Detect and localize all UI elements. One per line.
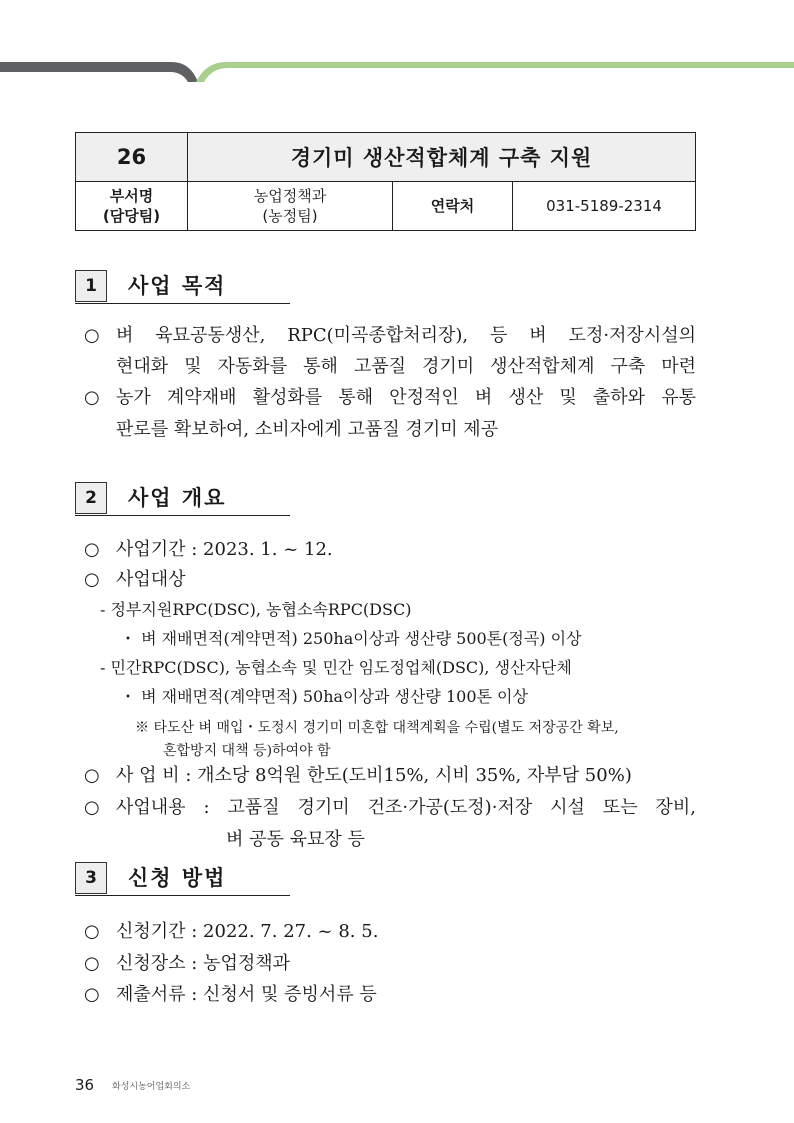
sub-item-line: - 정부지원RPC(DSC), 농협소속RPC(DSC) xyxy=(100,600,412,619)
contact-label: 연락처 xyxy=(393,182,513,231)
department-value xyxy=(188,182,393,231)
department-label-line1: 부서명 xyxy=(109,187,154,205)
bullet-circle: ○ xyxy=(84,953,100,974)
bullet-circle: ○ xyxy=(84,797,100,818)
sub-item-line: ・ 벼 재배면적(계약면적) 250ha이상과 생산량 500톤(정곡) 이상 xyxy=(120,629,582,648)
body-line: 제출서류 : 신청서 및 증빙서류 등 xyxy=(116,984,377,1005)
note-line: 혼합방지 대책 등)하여야 함 xyxy=(163,743,331,759)
green-header-bar xyxy=(196,62,794,82)
department-value-line1: 농업정책과 xyxy=(253,187,327,205)
footer-organization: 화성시농어업회의소 xyxy=(112,1082,191,1092)
body-line: 신청장소 : 농업정책과 xyxy=(116,953,290,974)
gray-header-bar xyxy=(0,62,198,82)
section-title: 사업 개요 xyxy=(128,486,227,510)
section-title: 사업 목적 xyxy=(128,274,227,298)
bullet-circle: ○ xyxy=(84,325,100,346)
department-label-line2: (담당팀) xyxy=(102,207,161,225)
bullet-circle: ○ xyxy=(84,921,100,942)
bullet-circle: ○ xyxy=(84,569,100,590)
section-number: 1 xyxy=(75,270,107,302)
body-line: 사업대상 xyxy=(116,569,186,590)
body-line: 사업내용 : 고품질 경기미 건조·가공(도정)·저장 시설 또는 장비, xyxy=(116,797,696,818)
sub-item-line: ・ 벼 재배면적(계약면적) 50ha이상과 생산량 100톤 이상 xyxy=(120,687,528,706)
body-line: 현대화 및 자동화를 통해 고품질 경기미 생산적합체계 구축 마련 xyxy=(116,356,696,377)
sub-item-line: - 민간RPC(DSC), 농협소속 및 민간 임도정업체(DSC), 생산자단체 xyxy=(100,658,572,677)
section-number: 2 xyxy=(75,482,107,514)
body-line: 벼 육묘공동생산, RPC(미곡종합처리장), 등 벼 도정·저장시설의 xyxy=(116,325,696,346)
department-value-line2: (농정팀) xyxy=(262,207,318,225)
section-number: 3 xyxy=(75,862,107,894)
info-table xyxy=(75,132,696,231)
bullet-circle: ○ xyxy=(84,387,100,408)
section-2-heading xyxy=(75,482,290,516)
body-line: 사 업 비 : 개소당 8억원 한도(도비15%, 시비 35%, 자부담 50%) xyxy=(116,765,632,786)
note-line: ※ 타도산 벼 매입・도정시 경기미 미혼합 대책계획을 수립(별도 저장공간 확보, xyxy=(135,720,619,736)
page-number: 36 xyxy=(75,1076,95,1094)
item-number: 26 xyxy=(76,133,188,182)
body-line: 신청기간 : 2022. 7. 27. ~ 8. 5. xyxy=(116,921,379,942)
bullet-circle: ○ xyxy=(84,539,100,560)
department-label xyxy=(76,182,188,231)
item-title: 경기미 생산적합체계 구축 지원 xyxy=(188,133,696,182)
contact-value: 031-5189-2314 xyxy=(513,182,696,231)
body-line: 사업기간 : 2023. 1. ~ 12. xyxy=(116,539,333,560)
bullet-circle: ○ xyxy=(84,765,100,786)
section-1-heading xyxy=(75,270,290,304)
section-title: 신청 방법 xyxy=(128,866,227,890)
body-line: 판로를 확보하여, 소비자에게 고품질 경기미 제공 xyxy=(116,419,499,440)
body-line: 벼 공동 육묘장 등 xyxy=(226,829,365,850)
body-line: 농가 계약재배 활성화를 통해 안정적인 벼 생산 및 출하와 유통 xyxy=(116,387,696,408)
section-3-heading xyxy=(75,862,290,896)
bullet-circle: ○ xyxy=(84,984,100,1005)
header-decoration xyxy=(0,0,794,90)
